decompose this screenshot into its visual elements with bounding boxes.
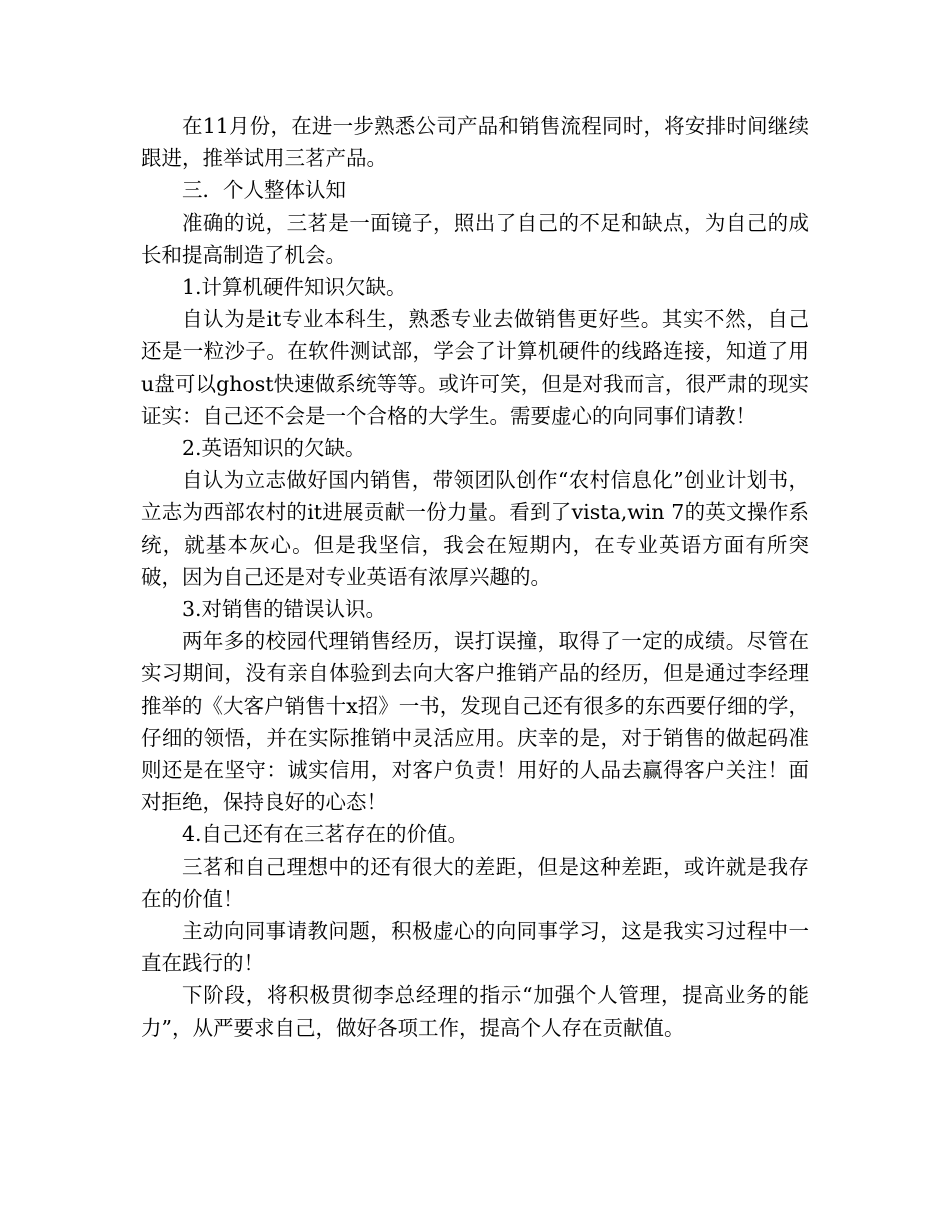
document-body (141, 110, 809, 1044)
subheading-value: 4.自己还有在三茗存在的价值。 (182, 822, 469, 847)
paragraph-november-plan: 在11月份，在进一步熟悉公司产品和销售流程同时，将安排时间继续跟进，推举试用三茗产品。 (141, 114, 809, 171)
paragraph-english: 自认为立志做好国内销售，带领团队创作“农村信息化”创业计划书，立志为西部农村的it进展贡献一份力量。看到了vista,win 7的英文操作系统，就基本灰心。但是我坚信，我会在短期内，在专业英语方面有所突破，因为自己还是对专业英语有浓厚兴趣的。 (141, 468, 809, 589)
subheading-hardware: 1.计算机硬件知识欠缺。 (182, 275, 407, 300)
section-heading-self-awareness: 三．个人整体认知 (182, 178, 346, 203)
subheading-english: 2.英语知识的欠缺。 (182, 436, 366, 461)
subheading-sales: 3.对销售的错误认识。 (182, 597, 387, 622)
paragraph-sales: 两年多的校园代理销售经历，误打误撞，取得了一定的成绩。尽管在实习期间，没有亲自体验到去向大客户推销产品的经历，但是通过李经理推举的《大客户销售十x招》一书，发现自己还有很多的东西要仔细的学，仔细的领悟，并在实际推销中灵活应用。庆幸的是，对于销售的做起码准则还是在坚守：诚实信用，对客户负责！用好的人品去赢得客户关注！面对拒绝，保持良好的心态！ (141, 629, 809, 815)
paragraph-value: 三茗和自己理想中的还有很大的差距，但是这种差距，或许就是我存在的价值！ (141, 854, 809, 911)
paragraph-hardware: 自认为是it专业本科生，熟悉专业去做销售更好些。其实不然，自己还是一粒沙子。在软件测试部，学会了计算机硬件的线路连接，知道了用u盘可以ghost快速做系统等等。或许可笑，但是对我而言，很严肃的现实证实：自己还不会是一个合格的大学生。需要虚心的向同事们请教！ (141, 307, 809, 428)
paragraph-mirror: 准确的说，三茗是一面镜子，照出了自己的不足和缺点，为自己的成长和提高制造了机会。 (141, 210, 809, 267)
paragraph-learning: 主动向同事请教问题，积极虚心的向同事学习，这是我实习过程中一直在践行的！ (141, 919, 809, 976)
paragraph-next-stage: 下阶段，将积极贯彻李总经理的指示“加强个人管理，提高业务的能力”，从严要求自己，做好各项工作，提高个人存在贡献值。 (141, 983, 809, 1040)
